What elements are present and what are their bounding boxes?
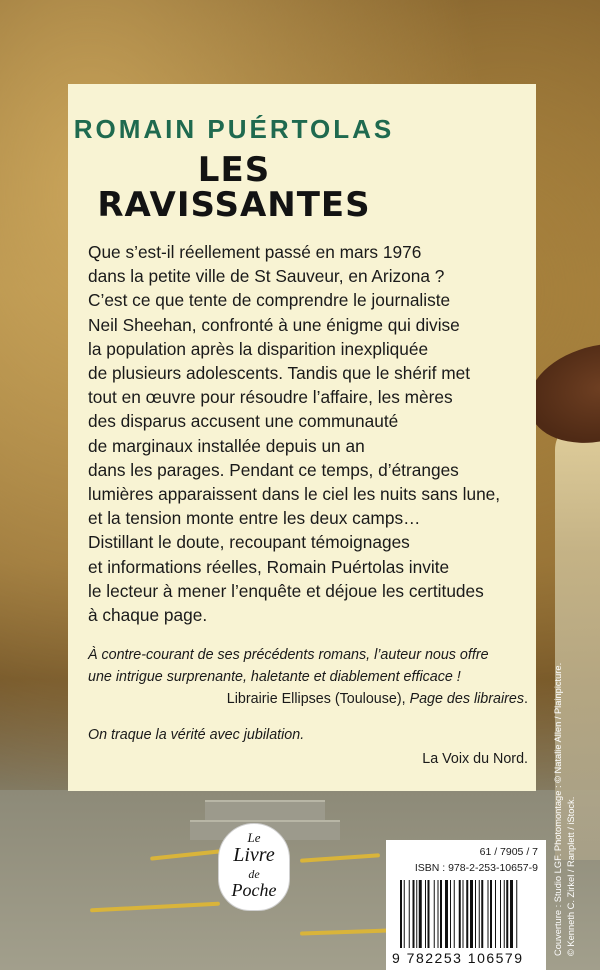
synopsis-line: à chaque page. bbox=[88, 605, 208, 626]
isbn: ISBN : 978-2-253-10657-9 bbox=[414, 862, 538, 874]
book-title-line-1: LES bbox=[197, 150, 271, 190]
logo-text: Poche bbox=[231, 880, 277, 900]
cover-credits bbox=[552, 663, 578, 956]
synopsis-line: Neil Sheehan, confronté à une énigme qui divise bbox=[88, 314, 460, 335]
quote-source-end: . bbox=[524, 691, 528, 707]
synopsis-line: et la tension monte entre les deux camps… bbox=[88, 508, 421, 529]
press-quote-1-source bbox=[88, 688, 528, 710]
logo-text: Le bbox=[247, 830, 261, 845]
press-quote-2-source: La Voix du Nord. bbox=[422, 751, 528, 767]
press-quote-2: On traque la vérité avec jubilation. bbox=[88, 727, 305, 743]
background-step bbox=[205, 800, 325, 822]
author-name: ROMAIN PUÉRTOLAS bbox=[73, 114, 395, 144]
credit-line: Couverture : Studio LGF. Photomontage : © Natalie Allen / Plainpicture. bbox=[553, 662, 563, 956]
synopsis-line: et informations réelles, Romain Puértolas invite bbox=[88, 556, 450, 577]
logo-text: de bbox=[248, 867, 260, 881]
barcode-icon bbox=[400, 880, 540, 948]
synopsis bbox=[88, 240, 548, 627]
synopsis-line: des disparus accusent une communauté bbox=[88, 411, 399, 432]
barcode-area bbox=[386, 840, 546, 970]
quote-source-name: Librairie Ellipses (Toulouse), bbox=[226, 691, 410, 707]
synopsis-line: Distillant le doute, recoupant témoignages bbox=[88, 532, 410, 553]
synopsis-line: de marginaux installée depuis un an bbox=[88, 435, 365, 456]
synopsis-line: C’est ce que tente de comprendre le journaliste bbox=[88, 290, 451, 311]
press-quote-1 bbox=[88, 644, 538, 688]
synopsis-line: le lecteur à mener l’enquête et déjoue les certitudes bbox=[88, 580, 484, 601]
barcode-number: 9 782253 106579 bbox=[392, 950, 524, 966]
livre-de-poche-logo bbox=[218, 823, 290, 911]
book-title-line-2: RAVISSANTES bbox=[97, 185, 371, 225]
synopsis-line: dans la petite ville de St Sauveur, en Arizona ? bbox=[88, 266, 445, 287]
synopsis-line: dans les parages. Pendant ce temps, d’étranges bbox=[88, 459, 459, 480]
synopsis-line: de plusieurs adolescents. Tandis que le shérif met bbox=[88, 363, 471, 384]
press-quote-line: une intrigue surprenante, haletante et diablement efficace ! bbox=[88, 669, 461, 685]
synopsis-line: tout en œuvre pour résoudre l’affaire, les mères bbox=[88, 387, 453, 408]
quote-source-publication: Page des libraires bbox=[409, 691, 525, 707]
reference-number: 61 / 7905 / 7 bbox=[479, 846, 538, 858]
credit-line: © Kenneth C. Zirkel / Ranplett / iStock. bbox=[566, 796, 576, 956]
press-quote-line: À contre-courant de ses précédents romans, l’auteur nous offre bbox=[88, 647, 489, 663]
synopsis-line: la population après la disparition inexpliquée bbox=[88, 338, 429, 359]
synopsis-line: Que s’est-il réellement passé en mars 1976 bbox=[88, 242, 422, 262]
synopsis-line: lumières apparaissent dans le ciel les nuits sans lune, bbox=[88, 484, 501, 505]
logo-text: Livre bbox=[233, 844, 275, 866]
